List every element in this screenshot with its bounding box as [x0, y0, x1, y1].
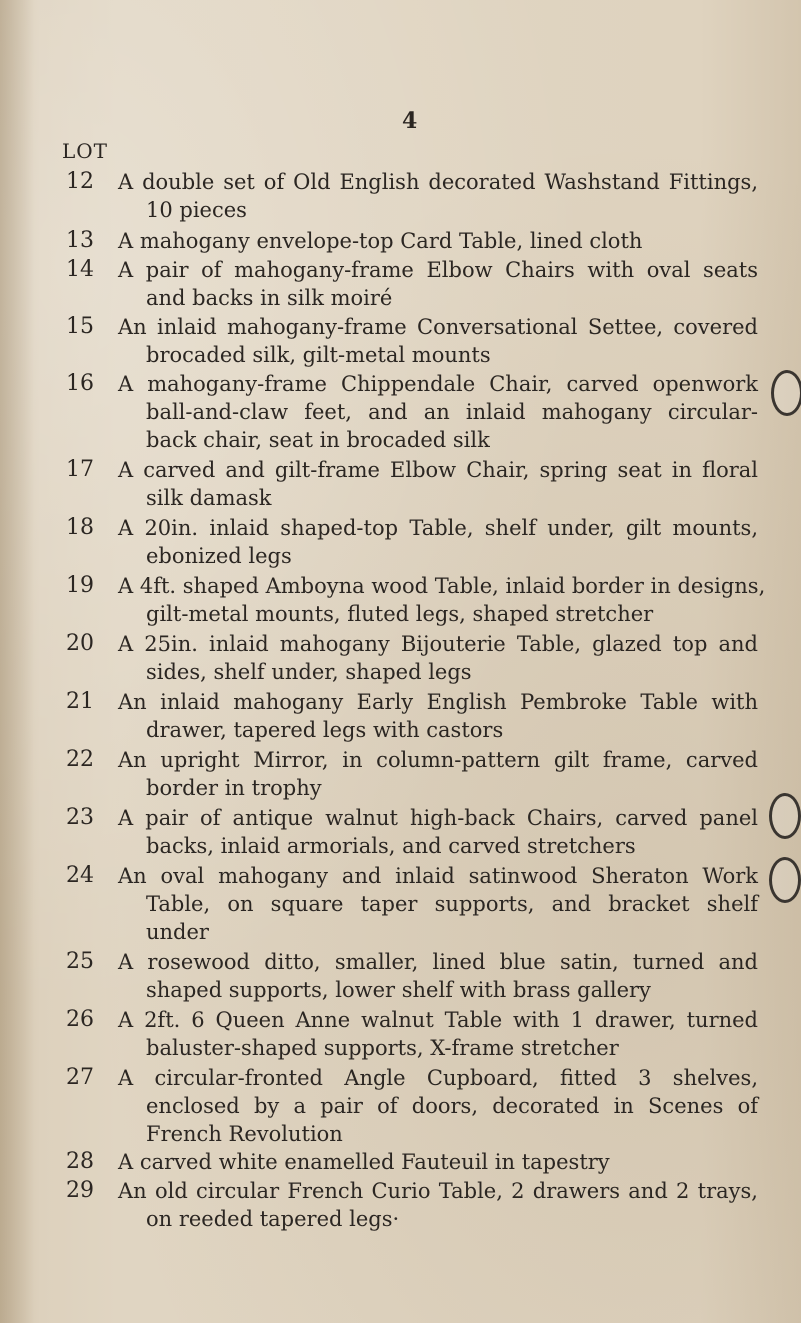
lot-description-line: An old circular French Curio Table, 2 drawers and 2 trays,	[118, 1179, 758, 1203]
lot-description-line: An inlaid mahogany-frame Conversational Settee, covered	[118, 315, 758, 339]
lot-description-line: back chair, seat in brocaded silk	[146, 428, 490, 452]
lot-item	[0, 1177, 801, 1234]
lot-description-line: shaped supports, lower shelf with brass gallery	[146, 978, 651, 1002]
lot-description	[118, 456, 758, 512]
lot-description	[118, 1177, 758, 1233]
lot-number: 18	[66, 515, 94, 540]
lot-item	[0, 1064, 801, 1150]
lot-item	[0, 804, 801, 861]
lot-number: 22	[66, 747, 94, 772]
lot-description	[118, 1006, 758, 1062]
lot-description-line: drawer, tapered legs with castors	[146, 718, 504, 742]
lot-description	[118, 804, 758, 860]
lot-description-line: border in trophy	[146, 776, 322, 800]
lot-description-line: ebonized legs	[146, 544, 292, 568]
lot-description-line: on reeded tapered legs·	[146, 1207, 400, 1231]
lot-description-line: 10 pieces	[146, 198, 247, 222]
lot-item	[0, 630, 801, 687]
binding-hole-lower	[769, 857, 801, 903]
lot-column-header: LOT	[62, 139, 109, 163]
lot-number: 27	[66, 1065, 94, 1090]
lot-description-line: under	[146, 920, 209, 944]
lot-number: 21	[66, 689, 94, 714]
lot-description	[118, 948, 758, 1004]
lot-number: 23	[66, 805, 94, 830]
lot-description	[118, 313, 758, 369]
lot-description-line: French Revolution	[146, 1122, 343, 1146]
lot-description-line: An oval mahogany and inlaid satinwood Sheraton Work	[118, 864, 758, 888]
lot-item	[0, 313, 801, 370]
lot-description	[118, 370, 758, 454]
lot-item	[0, 1006, 801, 1063]
lot-description-line: An inlaid mahogany Early English Pembroke Table with	[118, 690, 758, 714]
lot-item	[0, 168, 801, 225]
lot-description-line: A pair of mahogany-frame Elbow Chairs with oval seats	[118, 258, 758, 282]
lot-description	[118, 688, 758, 744]
lot-description-line: A 20in. inlaid shaped-top Table, shelf under, gilt mounts,	[118, 516, 758, 540]
lot-item	[0, 948, 801, 1005]
lot-description-line: silk damask	[146, 486, 272, 510]
lot-item	[0, 370, 801, 456]
lot-description-line: sides, shelf under, shaped legs	[146, 660, 472, 684]
lot-number: 26	[66, 1007, 94, 1032]
lot-description-line: A 2ft. 6 Queen Anne walnut Table with 1 drawer, turned	[118, 1008, 758, 1032]
lot-description	[118, 862, 758, 946]
lot-number: 13	[66, 228, 94, 253]
lot-description	[118, 514, 758, 570]
lot-item	[0, 227, 801, 256]
lot-item	[0, 1148, 801, 1177]
lot-description	[118, 1148, 758, 1176]
lot-description-line: enclosed by a pair of doors, decorated in Scenes of	[146, 1094, 758, 1118]
lot-description	[118, 572, 766, 628]
lot-number: 17	[66, 457, 94, 482]
lot-description-line: Table, on square taper supports, and bracket shelf	[146, 892, 758, 916]
lot-number: 19	[66, 573, 94, 598]
lot-description-line: A rosewood ditto, smaller, lined blue satin, turned and	[118, 950, 758, 974]
lot-number: 28	[66, 1149, 94, 1174]
lot-number: 14	[66, 257, 94, 282]
lot-description-line: An upright Mirror, in column-pattern gilt frame, carved	[118, 748, 758, 772]
lot-description-line: A mahogany-frame Chippendale Chair, carved openwork	[118, 372, 758, 396]
lot-description-line: A carved and gilt-frame Elbow Chair, spring seat in floral	[118, 458, 758, 482]
lot-number: 29	[66, 1178, 94, 1203]
lot-item	[0, 572, 801, 629]
lot-description	[118, 746, 758, 802]
lot-item	[0, 862, 801, 948]
lot-description	[118, 630, 758, 686]
lot-description-line: A 4ft. shaped Amboyna wood Table, inlaid border in designs,	[118, 574, 766, 598]
lot-number: 24	[66, 863, 94, 888]
lot-number: 16	[66, 371, 94, 396]
binding-hole-top	[771, 370, 801, 416]
lot-description-line: baluster-shaped supports, X-frame stretcher	[146, 1036, 619, 1060]
lot-description-line: A mahogany envelope-top Card Table, lined cloth	[118, 229, 643, 253]
lot-description-line: backs, inlaid armorials, and carved stretchers	[146, 834, 636, 858]
lot-number: 15	[66, 314, 94, 339]
lot-description	[118, 256, 758, 312]
lot-number: 12	[66, 169, 94, 194]
lot-item	[0, 256, 801, 313]
lot-item	[0, 746, 801, 803]
lot-description-line: brocaded silk, gilt-metal mounts	[146, 343, 491, 367]
lot-description-line: A double set of Old English decorated Washstand Fittings,	[118, 170, 758, 194]
lot-description-line: ball-and-claw feet, and an inlaid mahogany circular-	[146, 400, 758, 424]
binding-hole-middle	[769, 793, 801, 839]
lot-description-line: A pair of antique walnut high-back Chairs, carved panel	[118, 806, 758, 830]
lot-description-line: A circular-fronted Angle Cupboard, fitted 3 shelves,	[118, 1066, 758, 1090]
lot-number: 25	[66, 949, 94, 974]
lot-description-line: and backs in silk moiré	[146, 286, 393, 310]
lot-description-line: gilt-metal mounts, fluted legs, shaped stretcher	[146, 602, 654, 626]
lot-item	[0, 688, 801, 745]
lot-description	[118, 1064, 758, 1148]
lot-description-line: A 25in. inlaid mahogany Bijouterie Table, glazed top and	[118, 632, 758, 656]
page-number: 4	[402, 108, 418, 134]
lot-item	[0, 514, 801, 571]
lot-description	[118, 168, 758, 224]
lot-number: 20	[66, 631, 94, 656]
lot-item	[0, 456, 801, 513]
lot-description-line: A carved white enamelled Fauteuil in tapestry	[118, 1150, 610, 1174]
lot-description	[118, 227, 758, 255]
